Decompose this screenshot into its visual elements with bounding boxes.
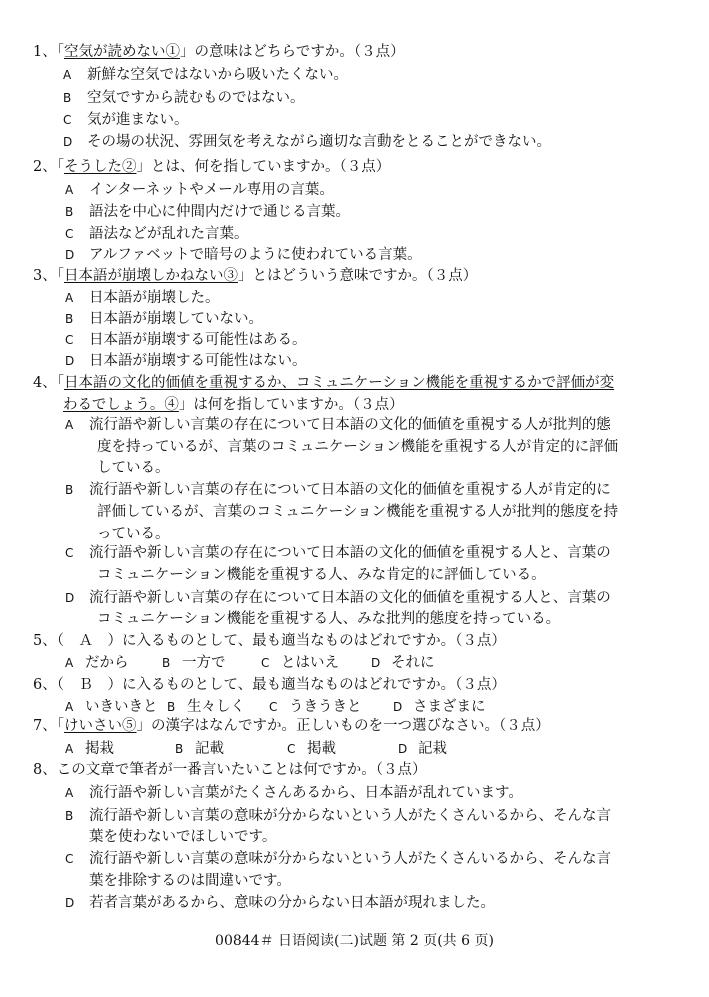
option-letter: B bbox=[65, 312, 74, 326]
option-letter: C bbox=[287, 742, 296, 756]
option-letter: A bbox=[65, 742, 74, 756]
option-text: 若者言葉があるから、意味の分からない日本語が現れました。 bbox=[89, 895, 495, 911]
option-letter: C bbox=[65, 333, 74, 347]
q8-option-b bbox=[65, 806, 611, 826]
q5-options bbox=[65, 653, 435, 673]
option-letter: B bbox=[167, 700, 176, 714]
option-text: 日本語が崩壊する可能性はある。 bbox=[89, 332, 307, 348]
question-5: 5、（ Ａ ）に入るものとして、最も適当なものはどれですか。（３点） bbox=[33, 633, 506, 649]
option-letter: A bbox=[65, 183, 74, 197]
option-letter: D bbox=[65, 354, 75, 368]
q5-option-b bbox=[162, 653, 261, 673]
option-letter: B bbox=[175, 742, 184, 756]
underlined-quote: けいさい⑤ bbox=[63, 718, 137, 734]
q1-option-c bbox=[63, 110, 189, 130]
option-letter: A bbox=[65, 418, 74, 432]
q4-option-d-line2: コミュニケーション機能を重視する人、みな批判的態度を持っている。 bbox=[97, 611, 561, 627]
option-text: 流行語や新しい言葉の存在について日本語の文化的価値を重視する人が肯定的に bbox=[89, 482, 611, 498]
q4-option-b-line2: 評価しているが、言葉のコミュニケーション機能を重視する人が批判的態度を持 bbox=[97, 504, 619, 520]
question-1 bbox=[33, 42, 405, 62]
q4-option-c-line2: コミュニケーション機能を重視する人、みな肯定的に評価している。 bbox=[97, 567, 546, 583]
option-text: 語法などが乱れた言葉。 bbox=[89, 226, 249, 242]
option-text: 日本語が崩壊した。 bbox=[89, 290, 220, 306]
option-letter: D bbox=[393, 700, 403, 714]
option-letter: D bbox=[65, 896, 75, 910]
page-footer: 00844＃ 日语阅读(二)试题 第 2 页(共 6 页) bbox=[215, 933, 494, 949]
option-letter: A bbox=[65, 700, 74, 714]
q4-option-c bbox=[65, 543, 611, 563]
question-number: 4、 bbox=[33, 375, 57, 391]
option-text: さまざまに bbox=[413, 699, 486, 715]
open-bracket: 「 bbox=[56, 718, 64, 734]
question-text: 」の漢字はなんですか。正しいものを一つ選びなさい。（３点） bbox=[136, 718, 550, 734]
q4-option-b bbox=[65, 480, 611, 500]
q6-option-a bbox=[65, 697, 167, 717]
q1-option-a bbox=[63, 65, 348, 85]
option-letter: D bbox=[398, 742, 408, 756]
q1-option-b bbox=[63, 88, 305, 108]
question-3 bbox=[33, 266, 477, 286]
q4-option-a bbox=[65, 415, 611, 435]
option-text: いきいきと bbox=[85, 699, 158, 715]
option-letter: C bbox=[65, 546, 74, 560]
option-text: それに bbox=[391, 655, 435, 671]
option-text: 掲載 bbox=[307, 741, 336, 757]
q6-options bbox=[65, 697, 486, 717]
option-text: 掲栽 bbox=[85, 741, 114, 757]
question-4 bbox=[33, 373, 614, 393]
q3-option-b bbox=[65, 309, 263, 329]
option-letter: A bbox=[63, 68, 72, 82]
option-text: 流行語や新しい言葉の存在について日本語の文化的価値を重視する人と、言葉の bbox=[89, 590, 611, 606]
option-text: 生々しく bbox=[187, 699, 245, 715]
question-number: 2、 bbox=[33, 159, 57, 175]
q7-option-b bbox=[175, 739, 287, 759]
q7-option-c bbox=[287, 739, 398, 759]
q3-option-d bbox=[65, 351, 307, 371]
question-number: 7、 bbox=[33, 718, 57, 734]
option-letter: C bbox=[261, 656, 270, 670]
question-6: 6、（ Ｂ ）に入るものとして、最も適当なものはどれですか。（３点） bbox=[33, 677, 506, 693]
option-text: うきうきと bbox=[289, 699, 362, 715]
option-text: 一方で bbox=[182, 655, 226, 671]
option-letter: A bbox=[65, 291, 74, 305]
option-letter: D bbox=[63, 135, 73, 149]
option-text: 流行語や新しい言葉の意味が分からないという人がたくさんいるから、そんな言 bbox=[89, 851, 611, 867]
option-text: 日本語が崩壊していない。 bbox=[89, 311, 263, 327]
q7-options bbox=[65, 739, 447, 759]
option-text: 記栽 bbox=[418, 741, 447, 757]
q1-option-d bbox=[63, 132, 551, 152]
q6-option-d bbox=[393, 697, 486, 717]
q7-option-a bbox=[65, 739, 175, 759]
option-letter: D bbox=[65, 248, 75, 262]
q8-option-b-line2: 葉を使わないでほしいです。 bbox=[89, 829, 277, 845]
question-number: 3、 bbox=[33, 268, 57, 284]
q6-option-c bbox=[269, 697, 393, 717]
option-letter: B bbox=[65, 483, 74, 497]
q4-option-a-line2: 度を持っているが、言葉のコミュニケーション機能を重視する人が肯定的に評価 bbox=[97, 439, 619, 455]
option-letter: A bbox=[65, 656, 74, 670]
q2-option-d bbox=[65, 245, 422, 265]
option-letter: B bbox=[65, 809, 74, 823]
question-7 bbox=[33, 716, 550, 736]
q5-option-a bbox=[65, 653, 162, 673]
option-text: アルファベットで暗号のように使われている言葉。 bbox=[89, 247, 422, 263]
option-letter: A bbox=[65, 786, 74, 800]
q7-option-d bbox=[398, 739, 447, 759]
question-text: 」とは、何を指していますか。（３点） bbox=[136, 159, 391, 175]
q4-option-d bbox=[65, 588, 611, 608]
open-bracket: 「 bbox=[56, 44, 64, 60]
option-text: 空気ですから読むものではない。 bbox=[87, 90, 305, 106]
q4-option-a-line3: している。 bbox=[97, 460, 170, 476]
option-text: 気が進まない。 bbox=[87, 112, 189, 128]
q5-option-c bbox=[261, 653, 371, 673]
question-text: 」は何を指していますか。（３点） bbox=[178, 397, 404, 413]
option-text: 記載 bbox=[195, 741, 224, 757]
question-text: 」とはどういう意味ですか。（３点） bbox=[237, 268, 478, 284]
question-number: 1、 bbox=[33, 44, 57, 60]
option-text: 日本語が崩壊する可能性はない。 bbox=[89, 353, 307, 369]
option-text: 流行語や新しい言葉の存在について日本語の文化的価値を重視する人と、言葉の bbox=[89, 545, 611, 561]
option-text: その場の状況、雰囲気を考えながら適切な言動をとることができない。 bbox=[87, 134, 551, 150]
q4-option-b-line3: っている。 bbox=[97, 526, 170, 542]
q8-option-d bbox=[65, 893, 495, 913]
q8-option-a bbox=[65, 783, 523, 803]
underlined-quote: 日本語の文化的価値を重視するか、コミュニケーション機能を重視するかで評価が変 bbox=[63, 375, 615, 391]
option-letter: B bbox=[162, 656, 171, 670]
option-letter: D bbox=[65, 591, 75, 605]
underlined-quote: 空気が読めない① bbox=[63, 44, 180, 60]
q6-option-b bbox=[167, 697, 269, 717]
option-text: インターネットやメール専用の言葉。 bbox=[89, 182, 334, 198]
option-letter: C bbox=[63, 113, 72, 127]
option-letter: B bbox=[63, 91, 72, 105]
q2-option-a bbox=[65, 180, 334, 200]
option-text: とはいえ bbox=[281, 655, 339, 671]
option-text: 流行語や新しい言葉の存在について日本語の文化的価値を重視する人が批判的態 bbox=[89, 417, 611, 433]
underlined-quote: わるでしょう。④ bbox=[63, 397, 179, 413]
open-bracket: 「 bbox=[56, 268, 64, 284]
option-letter: C bbox=[65, 852, 74, 866]
open-bracket: 「 bbox=[56, 159, 64, 175]
underlined-quote: そうした② bbox=[63, 159, 137, 175]
question-8: 8、この文章で筆者が一番言いたいことは何ですか。（３点） bbox=[33, 762, 427, 778]
underlined-quote: 日本語が崩壊しかねない③ bbox=[63, 268, 238, 284]
question-text: 」の意味はどちらですか。（３点） bbox=[179, 44, 405, 60]
option-text: 流行語や新しい言葉の意味が分からないという人がたくさんいるから、そんな言 bbox=[89, 808, 611, 824]
q5-option-d bbox=[371, 653, 435, 673]
option-text: 流行語や新しい言葉がたくさんあるから、日本語が乱れています。 bbox=[89, 785, 523, 801]
q8-option-c-line2: 葉を排除するのは間違いです。 bbox=[89, 873, 291, 889]
question-4-continued bbox=[63, 395, 404, 415]
option-text: 新鮮な空気ではないから吸いたくない。 bbox=[87, 67, 348, 83]
option-letter: C bbox=[269, 700, 278, 714]
option-letter: D bbox=[371, 656, 381, 670]
option-text: 語法を中心に仲間内だけで通じる言葉。 bbox=[89, 204, 350, 220]
option-letter: B bbox=[65, 205, 74, 219]
question-2 bbox=[33, 157, 390, 177]
q2-option-c bbox=[65, 224, 249, 244]
q3-option-a bbox=[65, 288, 220, 308]
open-bracket: 「 bbox=[56, 375, 64, 391]
q8-option-c bbox=[65, 849, 611, 869]
q2-option-b bbox=[65, 202, 350, 222]
option-text: だから bbox=[85, 655, 129, 671]
option-letter: C bbox=[65, 227, 74, 241]
q3-option-c bbox=[65, 330, 307, 350]
